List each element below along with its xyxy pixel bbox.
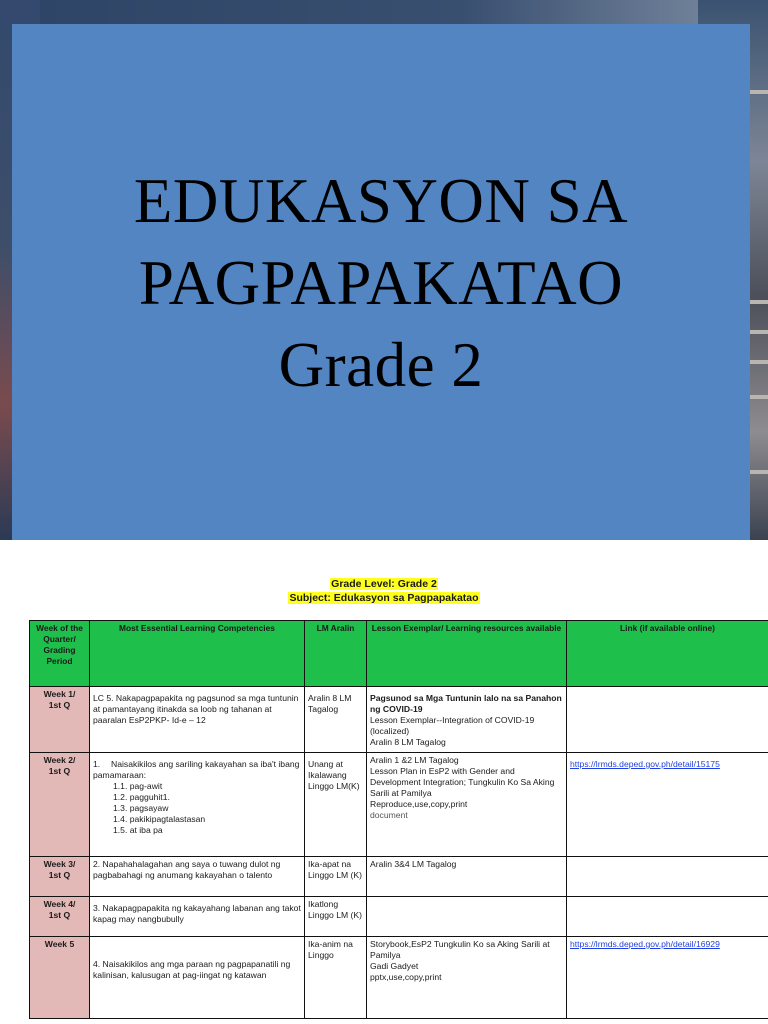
- competency-text: LC 5. Nakapagpapakita ng pagsunod sa mga tuntunin at pamantayang itinakda sa loob ng tahanan at paaralan EsP2PKP- Id-e – 12: [93, 693, 299, 725]
- resources-cell: [367, 897, 567, 937]
- table-row: [30, 937, 768, 1019]
- resource-item: Lesson Plan in EsP2 with Gender and Development Integration; Tungkulin Ko Sa Aking Sarili at Pamilya: [370, 766, 555, 798]
- melc-table: [29, 620, 768, 1019]
- resources-cell: [367, 687, 567, 753]
- link-cell: [567, 897, 768, 937]
- header-resources: Lesson Exemplar/ Learning resources available: [367, 621, 567, 687]
- resources-cell: [367, 857, 567, 897]
- resource-item: Reproduce,use,copy,print: [370, 799, 468, 809]
- link-cell: [567, 857, 768, 897]
- list-item: 1.5. at iba pa: [113, 825, 163, 835]
- competency-cell: [90, 937, 305, 1019]
- quarter-label: 1st Q: [48, 910, 71, 920]
- week-label: Week 4/: [43, 899, 76, 909]
- lm-cell: [305, 687, 367, 753]
- table-row: [30, 753, 768, 857]
- header-link: Link (if available online): [567, 621, 768, 687]
- resource-item: Storybook,EsP2 Tungkulin Ko sa Aking Sarili at Pamilya: [370, 939, 550, 960]
- week-cell: [30, 897, 90, 937]
- resource-item: Gadi Gadyet: [370, 961, 419, 971]
- list-item: 1.4. pakikipagtalastasan: [113, 814, 206, 824]
- lm-text: Ikatlong Linggo LM (K): [308, 899, 362, 920]
- competency-cell: [90, 687, 305, 753]
- week-cell: [30, 857, 90, 897]
- competency-text: 2. Napahahalagahan ang saya o tuwang dulot ng pagbabahagi ng anumang kakayahan o talento: [93, 859, 281, 880]
- table-header-row: [30, 621, 768, 687]
- resource-item: Aralin 3&4 LM Tagalog: [370, 859, 457, 869]
- lm-text: Unang at Ikalawang Linggo LM(K): [308, 759, 360, 791]
- lm-text: Ika-apat na Linggo LM (K): [308, 859, 362, 880]
- resource-item: Lesson Exemplar--Integration of COVID-19 (localized): [370, 715, 535, 736]
- document-meta: [0, 577, 768, 605]
- link-cell: [567, 687, 768, 753]
- week-cell: [30, 687, 90, 753]
- list-item: 1.3. pagsayaw: [113, 803, 169, 813]
- resource-item: document: [370, 810, 408, 820]
- lm-cell: [305, 897, 367, 937]
- lm-cell: [305, 857, 367, 897]
- competency-text: 4. Naisakikilos ang mga paraan ng pagpapanatili ng kalinisan, kalusugan at pag-iingat ng katawan: [93, 959, 291, 980]
- resource-item: pptx,use,copy,print: [370, 972, 442, 982]
- competency-cell: [90, 897, 305, 937]
- table-row: [30, 857, 768, 897]
- cover-background-top: [0, 0, 768, 24]
- cover-title-line-2: PAGPAPAKATAO: [138, 248, 624, 318]
- cover-title-line-1: EDUKASYON SA: [133, 166, 629, 236]
- quarter-label: 1st Q: [48, 700, 71, 710]
- competency-sub-list: [93, 781, 301, 836]
- table-row: [30, 687, 768, 753]
- resources-cell: [367, 937, 567, 1019]
- resource-title: Pagsunod sa Mga Tuntunin lalo na sa Panahon ng COVID-19: [370, 693, 562, 714]
- competency-cell: [90, 753, 305, 857]
- week-cell: [30, 937, 90, 1019]
- lm-text: Ika-anim na Linggo: [308, 939, 353, 960]
- list-item: 1.1. pag-awit: [113, 781, 163, 791]
- week-label: Week 1/: [43, 689, 76, 699]
- competency-text: 3. Nakapagpapakita ng kakayahang labanan ang takot kapag may nangbubully: [93, 903, 301, 924]
- link-cell: [567, 937, 768, 1019]
- cover-title-grade: Grade 2: [278, 330, 484, 400]
- lm-text: Aralin 8 LM Tagalog: [308, 693, 352, 714]
- resources-cell: [367, 753, 567, 857]
- resource-item: Aralin 1 &2 LM Tagalog: [370, 755, 459, 765]
- competency-intro: 1. Naisakikilos ang sariling kakayahan sa iba't ibang pamamaraan:: [93, 759, 300, 780]
- week-label: Week 5: [44, 939, 75, 949]
- lrmds-link[interactable]: https://lrmds.deped.gov.ph/detail/16929: [570, 939, 720, 949]
- resource-item: Aralin 8 LM Tagalog: [370, 737, 446, 747]
- subject: Subject: Edukasyon sa Pagpapakatao: [289, 592, 479, 604]
- lm-cell: [305, 753, 367, 857]
- quarter-label: 1st Q: [48, 870, 71, 880]
- lm-cell: [305, 937, 367, 1019]
- lrmds-link[interactable]: https://lrmds.deped.gov.ph/detail/15175: [570, 759, 720, 769]
- week-label: Week 2/: [43, 755, 76, 765]
- link-cell: [567, 753, 768, 857]
- week-label: Week 3/: [43, 859, 76, 869]
- header-competencies: Most Essential Learning Competencies: [90, 621, 305, 687]
- competency-cell: [90, 857, 305, 897]
- quarter-label: 1st Q: [48, 766, 71, 776]
- list-item: 1.2. pagguhit1.: [113, 792, 170, 802]
- header-lm-aralin: LM Aralin: [305, 621, 367, 687]
- header-week: Week of the Quarter/ Grading Period: [30, 621, 90, 687]
- week-cell: [30, 753, 90, 857]
- table-row: [30, 897, 768, 937]
- grade-level: Grade Level: Grade 2: [331, 578, 437, 590]
- cover-title: [12, 160, 750, 406]
